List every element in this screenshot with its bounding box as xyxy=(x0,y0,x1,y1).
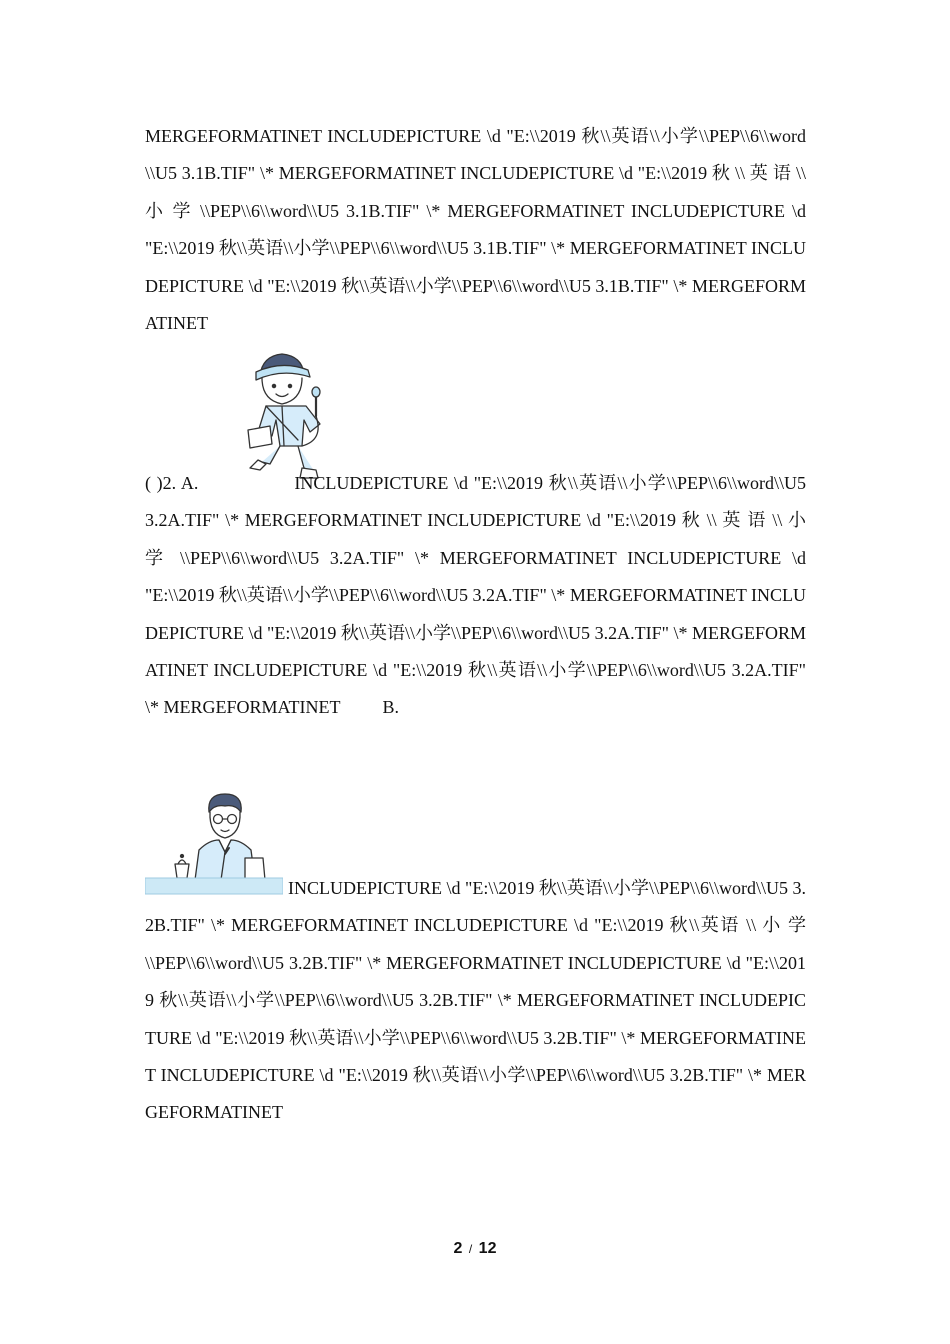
boy-reporter-illustration xyxy=(232,350,332,482)
question-number: ( )2. A. xyxy=(145,473,199,493)
paragraph-text: INCLUDEPICTURE \d "E:\\2019 秋\\英语\\小学\\PEP\\6\\word\\U5 3.2A.TIF" \* MERGEFORMATINET INCLUDEPICTURE \d "E:\\2019 秋 \\ 英 语 \\ 小 学 \\PEP\\6\\word\\U5 3.2A.TIF" \* MERGEFORMATINET INCLUDEPICTURE \d "E:\\2019 秋\\英语\\小学\\PEP\\6\\word\\U5 3.2A.TIF" \* MERGEFORMATINET INCLUDEPICTURE \d "E:\\2019 秋\\英语\\小学\\PEP\\6\\word\\U5 3.2A.TIF" \* MERGEFORMATINET INCLUDEPICTURE \d "E:\\2019 秋\\英语\\小学\\PEP\\6\\word\\U5 3.2A.TIF" \* MERGEFORMATINET xyxy=(145,473,806,718)
question-2-paragraph xyxy=(145,465,806,727)
option-b-paragraph xyxy=(145,870,806,1132)
option-b-label: B. xyxy=(382,697,400,718)
current-page-number: 2 xyxy=(453,1240,463,1257)
page-separator: / xyxy=(468,1242,473,1256)
total-pages-number: 12 xyxy=(478,1240,497,1257)
paragraph-field-codes-1 xyxy=(145,118,806,342)
paragraph-text: MERGEFORMATINET INCLUDEPICTURE \d "E:\\2019 秋\\英语\\小学\\PEP\\6\\word\\U5 3.1B.TIF" \* MERGEFORMATINET INCLUDEPICTURE \d "E:\\2019 秋 \\ 英 语 \\ 小 学 \\PEP\\6\\word\\U5 3.1B.TIF" \* MERGEFORMATINET INCLUDEPICTURE \d "E:\\2019 秋\\英语\\小学\\PEP\\6\\word\\U5 3.1B.TIF" \* MERGEFORMATINET INCLUDEPICTURE \d "E:\\2019 秋\\英语\\小学\\PEP\\6\\word\\U5 3.1B.TIF" \* MERGEFORMATINET xyxy=(145,126,806,334)
page-number-footer xyxy=(0,1240,950,1258)
paragraph-text: INCLUDEPICTURE \d "E:\\2019 秋\\英语\\小学\\PEP\\6\\word\\U5 3.2B.TIF" \* MERGEFORMATINET INCLUDEPICTURE \d "E:\\2019 秋\\英语 \\ 小 学 \\PEP\\6\\word\\U5 3.2B.TIF" \* MERGEFORMATINET INCLUDEPICTURE \d "E:\\2019 秋\\英语\\小学\\PEP\\6\\word\\U5 3.2B.TIF" \* MERGEFORMATINET INCLUDEPICTURE \d "E:\\2019 秋\\英语\\小学\\PEP\\6\\word\\U5 3.2B.TIF" \* MERGEFORMATINET INCLUDEPICTURE \d "E:\\2019 秋\\英语\\小学\\PEP\\6\\word\\U5 3.2B.TIF" \* MERGEFORMATINET xyxy=(145,878,806,1123)
boy-reporter-icon xyxy=(232,350,332,482)
